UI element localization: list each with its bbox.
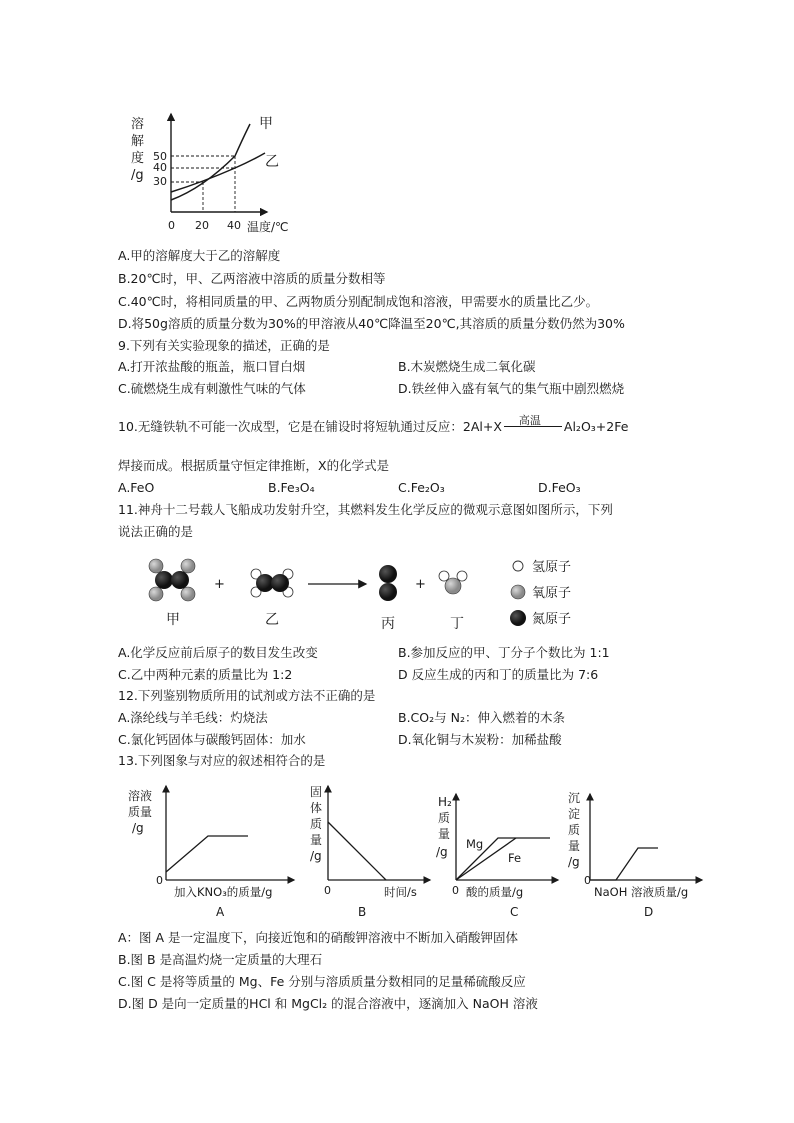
reaction-diagram — [138, 552, 618, 638]
graph-d-ylabel-2: 淀 — [568, 807, 581, 821]
y-label-4: /g — [131, 168, 144, 183]
graph-c — [436, 794, 558, 919]
q10-option-d: D.FeO₃ — [538, 480, 581, 495]
x-tick-0: 0 — [168, 219, 175, 232]
q11-option-d: D 反应生成的丙和丁的质量比为 7:6 — [398, 667, 599, 682]
q9-option-c: C.硫燃烧生成有刺激性气味的气体 — [118, 381, 306, 396]
label-yi: 乙 — [265, 612, 279, 628]
graph-c-ylabel-1: H₂ — [438, 795, 452, 809]
q13-stem: 13.下列图象与对应的叙述相符合的是 — [118, 753, 326, 768]
q8-option-a: A.甲的溶解度大于乙的溶解度 — [118, 248, 281, 263]
graph-a-ylabel-1: 溶液 — [128, 789, 153, 803]
graph-c-ylabel-3: 量 — [438, 827, 451, 841]
graph-c-letter: C — [510, 905, 519, 919]
q9-option-d: D.铁丝伸入盛有氧气的集气瓶中剧烈燃烧 — [398, 381, 625, 396]
plus-2: + — [415, 577, 426, 592]
x-tick-20: 20 — [195, 219, 209, 232]
q11-option-c: C.乙中两种元素的质量比为 1:2 — [118, 667, 293, 682]
q13-option-a: A：图 A 是一定温度下，向接近饱和的硝酸钾溶液中不断加入硝酸钾固体 — [118, 930, 519, 945]
graph-b-letter: B — [358, 905, 367, 919]
graph-a — [128, 786, 294, 919]
graph-d-origin: 0 — [584, 874, 591, 887]
graph-b-ylabel-4: 量 — [310, 833, 323, 847]
q11-option-b: B.参加反应的甲、丁分子个数比为 1:1 — [398, 645, 610, 660]
q12-stem: 12.下列鉴别物质所用的试剂或方法不正确的是 — [118, 688, 376, 703]
graph-d-ylabel-4: 量 — [568, 839, 581, 853]
molecule-ding — [439, 571, 467, 594]
legend-h-icon — [513, 561, 523, 571]
graph-a-ylabel-3: /g — [132, 821, 144, 835]
x-tick-40: 40 — [227, 219, 241, 232]
legend-n: 氮原子 — [532, 612, 572, 627]
graph-b-xlabel: 时间/s — [384, 885, 417, 899]
q9-option-b: B.木炭燃烧生成二氧化碳 — [398, 359, 536, 374]
graph-c-xlabel: 酸的质量/g — [466, 885, 524, 899]
graph-a-ylabel-2: 质量 — [128, 805, 153, 819]
graph-b-ylabel-1: 固 — [310, 785, 323, 799]
graph-d — [568, 791, 702, 919]
graph-a-xlabel: 加入KNO₃的质量/g — [174, 885, 273, 899]
q13-option-c: C.图 C 是将等质量的 Mg、Fe 分别与溶质质量分数相同的足量稀硫酸反应 — [118, 974, 526, 989]
q10-eq-left: 2Al+X — [462, 419, 502, 434]
label-bing: 丙 — [381, 616, 395, 632]
label-jia: 甲 — [166, 612, 180, 628]
q11-stem1: 11.神舟十二号载人飞船成功发射升空，其燃料发生化学反应的微观示意图如图所示，下列 — [118, 502, 613, 517]
label-jia: 甲 — [259, 116, 273, 132]
q10-stem2: 焊接而成。根据质量守恒定律推断，X的化学式是 — [118, 458, 390, 473]
graph-c-mg: Mg — [466, 837, 484, 851]
y-label-2: 解 — [131, 134, 145, 149]
q13-graphs — [118, 780, 708, 925]
graph-a-origin: 0 — [156, 874, 163, 887]
graph-b-ylabel-5: /g — [310, 849, 322, 863]
q9-option-a: A.打开浓盐酸的瓶盖，瓶口冒白烟 — [118, 359, 306, 374]
graph-d-ylabel-3: 质 — [568, 823, 581, 837]
q12-option-d: D.氧化铜与木炭粉：加稀盐酸 — [398, 732, 562, 747]
q10-option-c: C.Fe₂O₃ — [398, 480, 445, 495]
q12-option-b: B.CO₂与 N₂：伸入燃着的木条 — [398, 710, 565, 725]
y-tick-50: 50 — [153, 150, 167, 163]
molecule-jia — [149, 559, 195, 601]
graph-c-ylabel-2: 质 — [438, 811, 451, 825]
y-tick-30: 30 — [153, 175, 167, 188]
legend-n-icon — [510, 610, 526, 626]
legend-h: 氢原子 — [532, 560, 572, 575]
graph-d-ylabel-1: 沉 — [568, 791, 581, 805]
graph-a-letter: A — [216, 905, 225, 919]
legend-o: 氧原子 — [532, 586, 572, 601]
q13-option-d: D.图 D 是向一定质量的HCl 和 MgCl₂ 的混合溶液中，逐滴加入 NaOH 溶液 — [118, 996, 538, 1011]
y-label-1: 溶 — [131, 117, 145, 132]
graph-b — [310, 785, 430, 919]
x-label: 温度/℃ — [247, 220, 289, 234]
legend-o-icon — [511, 585, 525, 599]
q8-option-b: B.20℃时，甲、乙两溶液中溶质的质量分数相等 — [118, 271, 386, 286]
q8-option-c: C.40℃时，将相同质量的甲、乙两物质分别配制成饱和溶液，甲需要水的质量比乙少。 — [118, 294, 599, 309]
graph-c-ylabel-4: /g — [436, 845, 448, 859]
q9-stem: 9.下列有关实验现象的描述，正确的是 — [118, 338, 330, 353]
label-ding: 丁 — [450, 616, 464, 632]
molecule-yi — [251, 569, 293, 597]
q12-option-a: A.涤纶线与羊毛线：灼烧法 — [118, 710, 268, 725]
graph-d-letter: D — [644, 905, 654, 919]
graph-b-origin: 0 — [324, 884, 331, 897]
q12-option-c: C.氯化钙固体与碳酸钙固体：加水 — [118, 732, 306, 747]
q11-option-a: A.化学反应前后原子的数目发生改变 — [118, 645, 318, 660]
q10-stem-text: 10.无缝铁轨不可能一次成型，它是在铺设时将短轨通过反应： — [118, 419, 463, 434]
molecule-bing — [379, 565, 397, 601]
q10-stem — [118, 414, 629, 435]
q13-option-b: B.图 B 是高温灼烧一定质量的大理石 — [118, 952, 323, 967]
graph-c-origin: 0 — [452, 884, 459, 897]
graph-d-xlabel: NaOH 溶液质量/g — [594, 885, 689, 899]
plus-1: + — [214, 577, 225, 592]
graph-c-fe: Fe — [508, 851, 522, 865]
q10-option-a: A.FeO — [118, 480, 155, 495]
solubility-chart — [125, 108, 290, 238]
label-yi: 乙 — [265, 154, 279, 170]
q10-condition: 高温 — [518, 414, 541, 427]
q10-condition-arrow — [504, 414, 562, 427]
graph-b-ylabel-2: 体 — [310, 801, 323, 815]
q10-option-b: B.Fe₃O₄ — [268, 480, 315, 495]
q10-eq-right: Al₂O₃+2Fe — [563, 419, 629, 434]
q11-stem2: 说法正确的是 — [118, 524, 194, 539]
y-tick-40: 40 — [153, 161, 167, 174]
q8-option-d: D.将50g溶质的质量分数为30%的甲溶液从40℃降温至20℃,其溶质的质量分数仍然为30% — [118, 316, 625, 331]
graph-b-ylabel-3: 质 — [310, 817, 323, 831]
graph-d-ylabel-5: /g — [568, 855, 580, 869]
y-label-3: 度 — [131, 151, 145, 166]
